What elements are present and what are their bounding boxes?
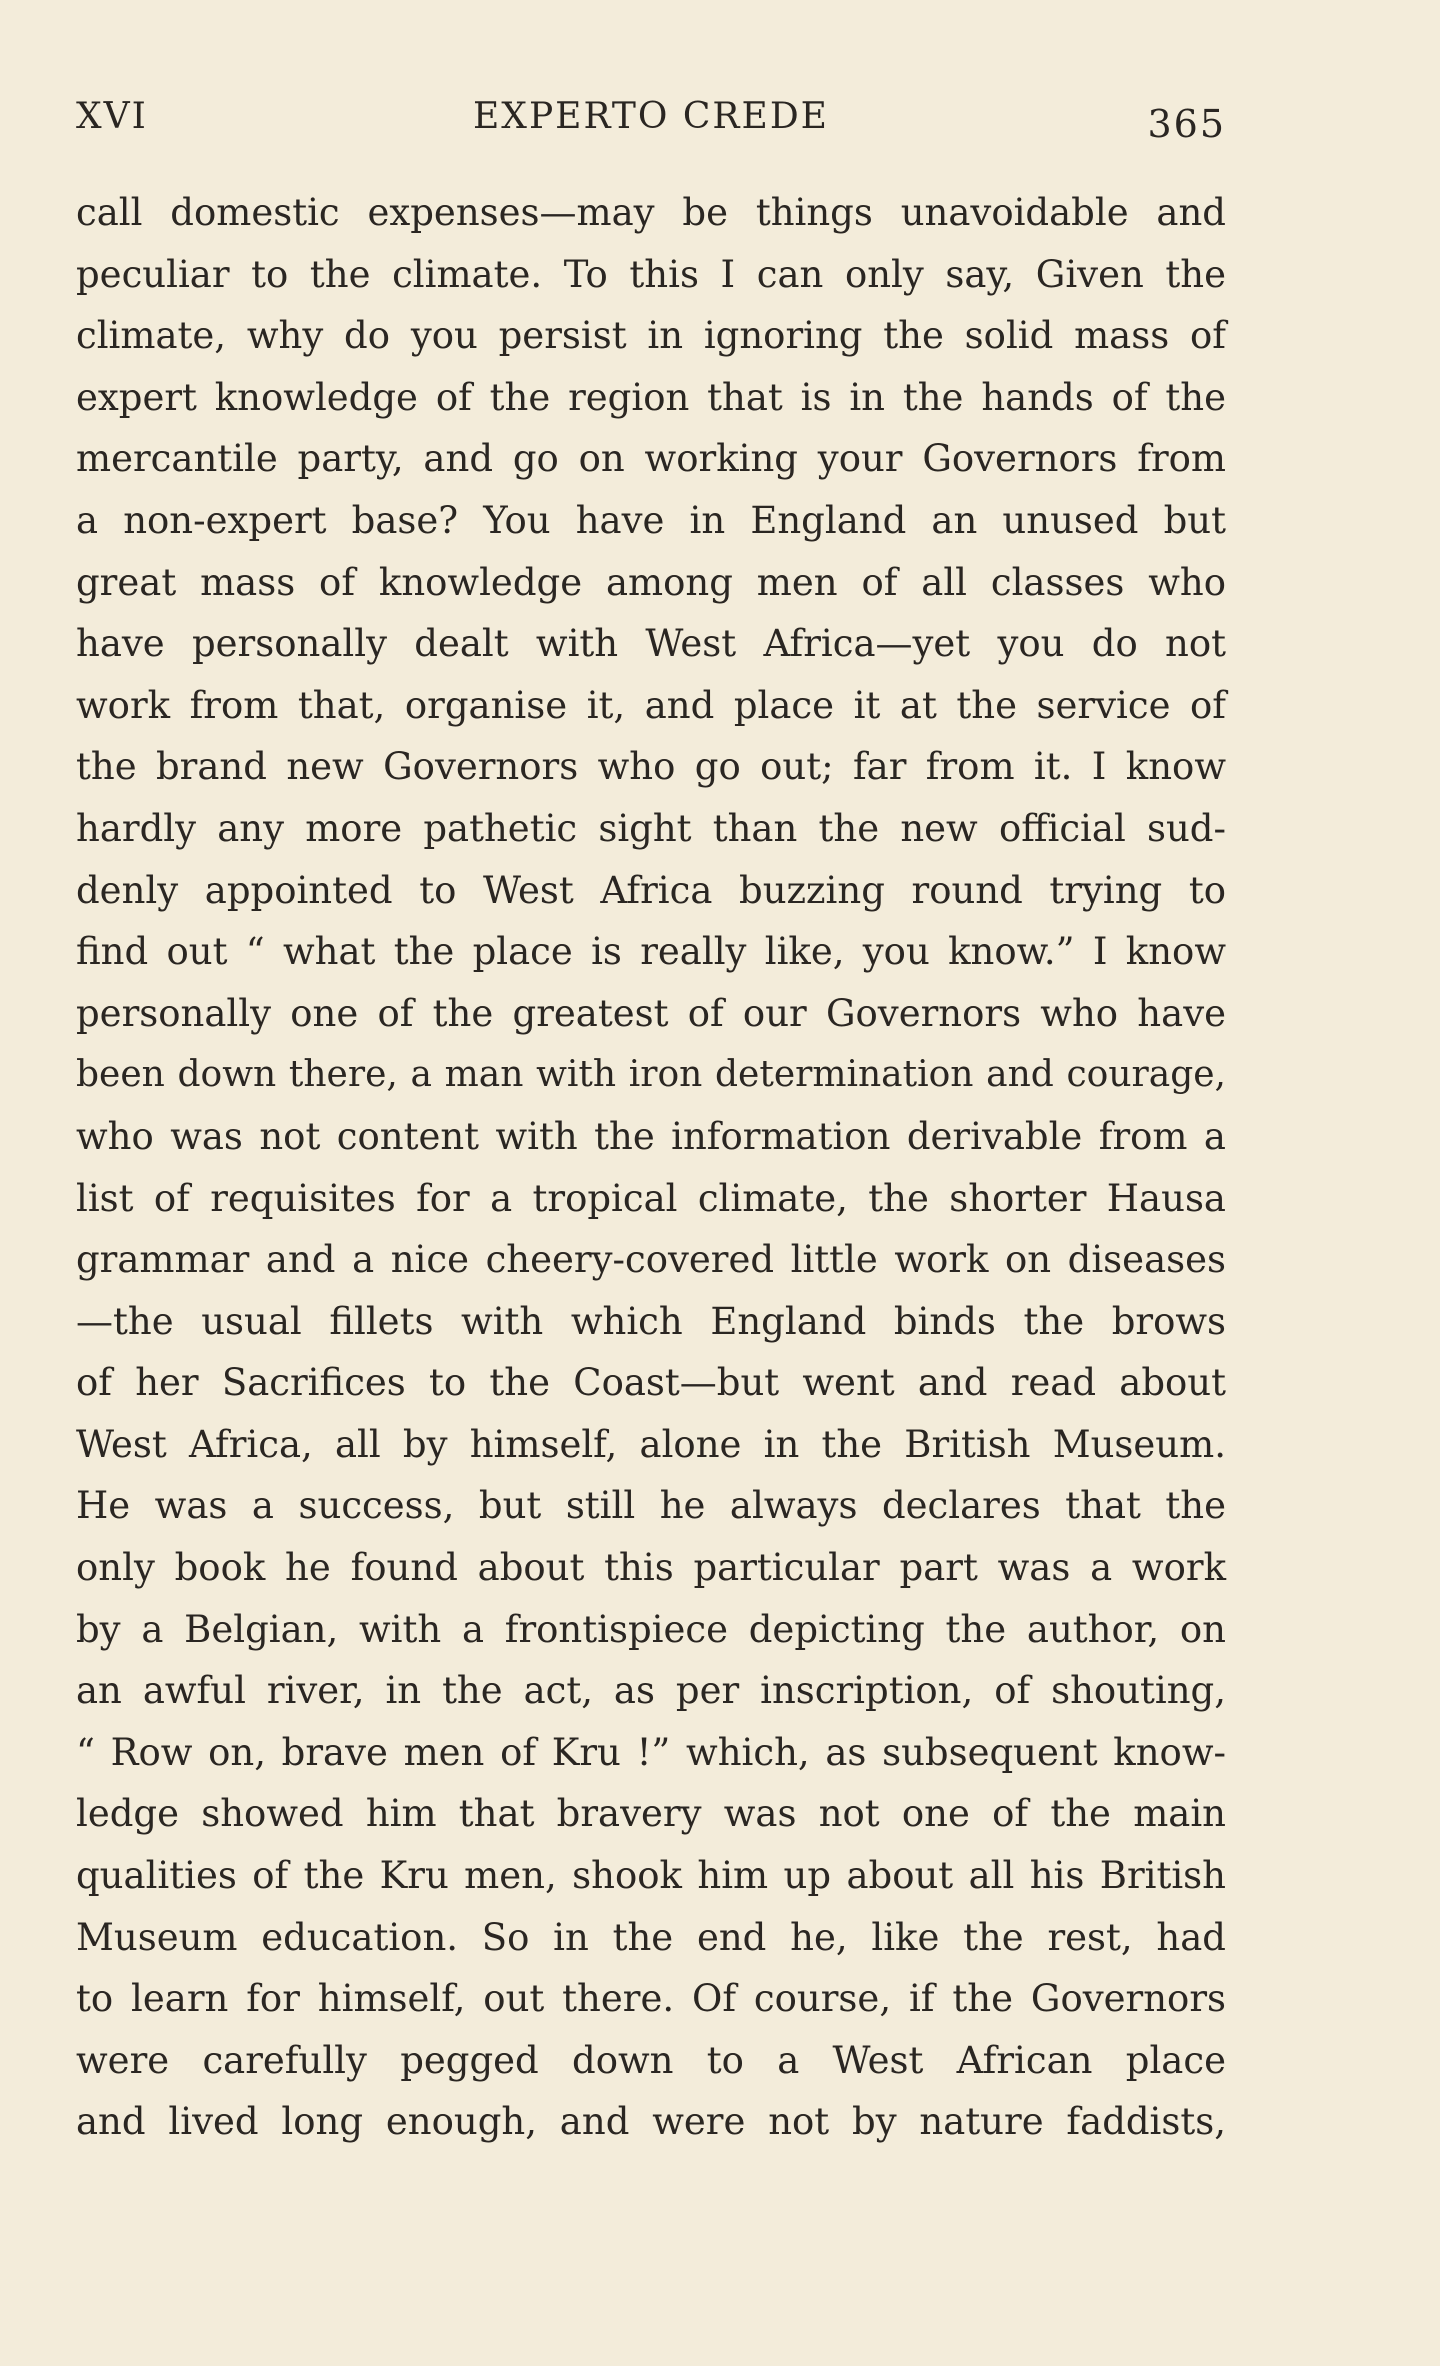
- running-head: [76, 96, 1226, 156]
- text-line: West Africa, all by himself, alone in the British Museum.: [76, 1422, 1226, 1466]
- text-line: expert knowledge of the region that is in the hands of the: [76, 375, 1226, 419]
- text-line: qualities of the Kru men, shook him up about all his British: [76, 1854, 1226, 1898]
- text-line: who was not content with the information derivable from a: [76, 1114, 1226, 1158]
- text-line: of her Sacrifices to the Coast—but went and read about: [76, 1361, 1226, 1405]
- text-line: grammar and a nice cheery-covered little work on diseases: [76, 1238, 1226, 1282]
- text-line: been down there, a man with iron determination and courage,: [76, 1054, 1226, 1096]
- text-line: by a Belgian, with a frontispiece depicting the author, on: [76, 1607, 1226, 1651]
- text-line: “ Row on, brave men of Kru !” which, as subsequent know-: [76, 1730, 1226, 1774]
- text-line: a non-expert base? You have in England an unused but: [76, 498, 1226, 542]
- text-line: and lived long enough, and were not by nature faddists,: [76, 2100, 1226, 2144]
- text-line: were carefully pegged down to a West African place: [76, 2038, 1226, 2082]
- text-line: list of requisites for a tropical climate, the shorter Hausa: [76, 1176, 1226, 1220]
- text-line: Museum education. So in the end he, like the rest, had: [76, 1915, 1226, 1959]
- page-number: 365: [1147, 102, 1226, 146]
- text-line: ledge showed him that bravery was not one of the main: [76, 1792, 1226, 1836]
- chapter-number: XVI: [76, 96, 148, 137]
- text-line: call domestic expenses—may be things unavoidable and: [76, 191, 1226, 234]
- text-line: the brand new Governors who go out; far from it. I know: [76, 745, 1226, 789]
- text-line: —the usual fillets with which England binds the brows: [76, 1299, 1226, 1343]
- text-line: hardly any more pathetic sight than the new official sud-: [76, 806, 1226, 850]
- text-line: find out “ what the place is really like, you know.” I know: [76, 930, 1226, 974]
- text-line: denly appointed to West Africa buzzing round trying to: [76, 868, 1226, 912]
- body-text: [76, 182, 1226, 2153]
- text-line: personally one of the greatest of our Governors who have: [76, 991, 1226, 1035]
- text-line: to learn for himself, out there. Of course, if the Governors: [76, 1977, 1226, 2021]
- running-title: EXPERTO CREDE: [473, 96, 829, 137]
- text-line: have personally dealt with West Africa—yet you do not: [76, 622, 1226, 666]
- text-line: peculiar to the climate. To this I can only say, Given the: [76, 252, 1226, 296]
- text-line: climate, why do you persist in ignoring the solid mass of: [76, 314, 1226, 358]
- text-line: work from that, organise it, and place it at the service of: [76, 683, 1226, 727]
- text-line: only book he found about this particular part was a work: [76, 1546, 1226, 1590]
- text-line: an awful river, in the act, as per inscription, of shouting,: [76, 1669, 1226, 1713]
- text-line: mercantile party, and go on working your Governors from: [76, 437, 1226, 481]
- text-line: He was a success, but still he always declares that the: [76, 1484, 1226, 1528]
- text-line: great mass of knowledge among men of all classes who: [76, 560, 1226, 604]
